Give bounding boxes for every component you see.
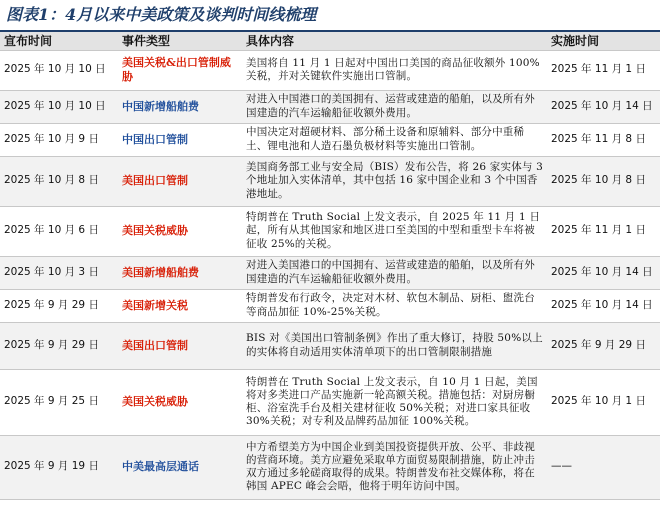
table-row: [0, 256, 660, 289]
cell-content: 中国决定对超硬材料、部分稀土设备和原辅料、部分中重稀土、锂电池和人造石墨负极材料等实施出口管制。: [242, 123, 547, 156]
cell-date: 2025 年 9 月 25 日: [0, 369, 118, 435]
cell-date: 2025 年 10 月 3 日: [0, 256, 118, 289]
cell-type: 中国出口管制: [118, 123, 242, 156]
cell-type: 美国出口管制: [118, 156, 242, 206]
header-date: 宣布时间: [0, 32, 118, 50]
table-row: [0, 50, 660, 90]
cell-date: 2025 年 9 月 29 日: [0, 289, 118, 322]
cell-type: 美国新增关税: [118, 289, 242, 322]
table-row: [0, 206, 660, 256]
cell-content: 对进入中国港口的美国拥有、运营或建造的船舶，以及所有外国建造的汽车运输船征收额外费用。: [242, 90, 547, 123]
table-row: [0, 289, 660, 322]
table-row: [0, 369, 660, 435]
figure-title: 图表1：4月以来中美政策及谈判时间线梳理: [0, 0, 660, 32]
cell-date: 2025 年 9 月 19 日: [0, 435, 118, 499]
cell-impl: 2025 年 10 月 14 日: [547, 256, 660, 289]
cell-impl: 2025 年 11 月 1 日: [547, 50, 660, 90]
header-content: 具体内容: [242, 32, 547, 50]
cell-content: 美国将自 11 月 1 日起对中国出口美国的商品征收额外 100%关税，并对关键软件实施出口管制。: [242, 50, 547, 90]
cell-content: BIS 对《美国出口管制条例》作出了重大修订，持股 50%以上的实体将自动适用实体清单项下的出口管制限制措施: [242, 322, 547, 369]
cell-impl: ——: [547, 435, 660, 499]
cell-content: 中方希望美方为中国企业到美国投资提供开放、公平、非歧视的营商环境。美方应避免采取单方面贸易限制措施，防止冲击双方通过多轮磋商取得的成果。特朗普发布社交媒体称，将在韩国 APEC 峰会会晤，他将于明年访问中国。: [242, 435, 547, 499]
table-row: [0, 156, 660, 206]
cell-impl: 2025 年 11 月 8 日: [547, 123, 660, 156]
table-row: [0, 435, 660, 499]
cell-date: 2025 年 10 月 10 日: [0, 50, 118, 90]
cell-content: 特朗普在 Truth Social 上发文表示，自 10 月 1 日起，美国将对多类进口产品实施新一轮高额关税。措施包括：对厨房橱柜、浴室洗手台及相关建材征收 50%关税；对进口家具征收 30%关税；对专利及品牌药品加征 100%关税。: [242, 369, 547, 435]
cell-content: 美国商务部工业与安全局（BIS）发布公告，将 26 家实体与 3 个地址加入实体清单，其中包括 16 家中国企业和 3 个中国香港地址。: [242, 156, 547, 206]
cell-impl: 2025 年 10 月 1 日: [547, 369, 660, 435]
cell-impl: 2025 年 11 月 1 日: [547, 206, 660, 256]
cell-impl: 2025 年 10 月 14 日: [547, 90, 660, 123]
cell-type: 美国关税&出口管制威胁: [118, 50, 242, 90]
timeline-table: [0, 32, 660, 500]
table-header-row: [0, 32, 660, 50]
table-body: [0, 50, 660, 499]
header-type: 事件类型: [118, 32, 242, 50]
cell-type: 中国新增船舶费: [118, 90, 242, 123]
cell-date: 2025 年 10 月 6 日: [0, 206, 118, 256]
cell-type: 中美最高层通话: [118, 435, 242, 499]
cell-impl: 2025 年 9 月 29 日: [547, 322, 660, 369]
cell-type: 美国出口管制: [118, 322, 242, 369]
cell-date: 2025 年 9 月 29 日: [0, 322, 118, 369]
cell-impl: 2025 年 10 月 8 日: [547, 156, 660, 206]
cell-date: 2025 年 10 月 9 日: [0, 123, 118, 156]
cell-type: 美国关税威胁: [118, 369, 242, 435]
cell-type: 美国关税威胁: [118, 206, 242, 256]
cell-type: 美国新增船舶费: [118, 256, 242, 289]
table-row: [0, 90, 660, 123]
cell-content: 对进入美国港口的中国拥有、运营或建造的船舶，以及所有外国建造的汽车运输船征收额外费用。: [242, 256, 547, 289]
table-row: [0, 123, 660, 156]
cell-date: 2025 年 10 月 8 日: [0, 156, 118, 206]
cell-impl: 2025 年 10 月 14 日: [547, 289, 660, 322]
table-row: [0, 322, 660, 369]
cell-content: 特朗普发布行政令，决定对木材、软包木制品、厨柜、盥洗台等商品加征 10%-25%关税。: [242, 289, 547, 322]
cell-date: 2025 年 10 月 10 日: [0, 90, 118, 123]
cell-content: 特朗普在 Truth Social 上发文表示，自 2025 年 11 月 1 日起，所有从其他国家和地区进口至美国的中型和重型卡车将被征收 25%的关税。: [242, 206, 547, 256]
header-impl: 实施时间: [547, 32, 660, 50]
